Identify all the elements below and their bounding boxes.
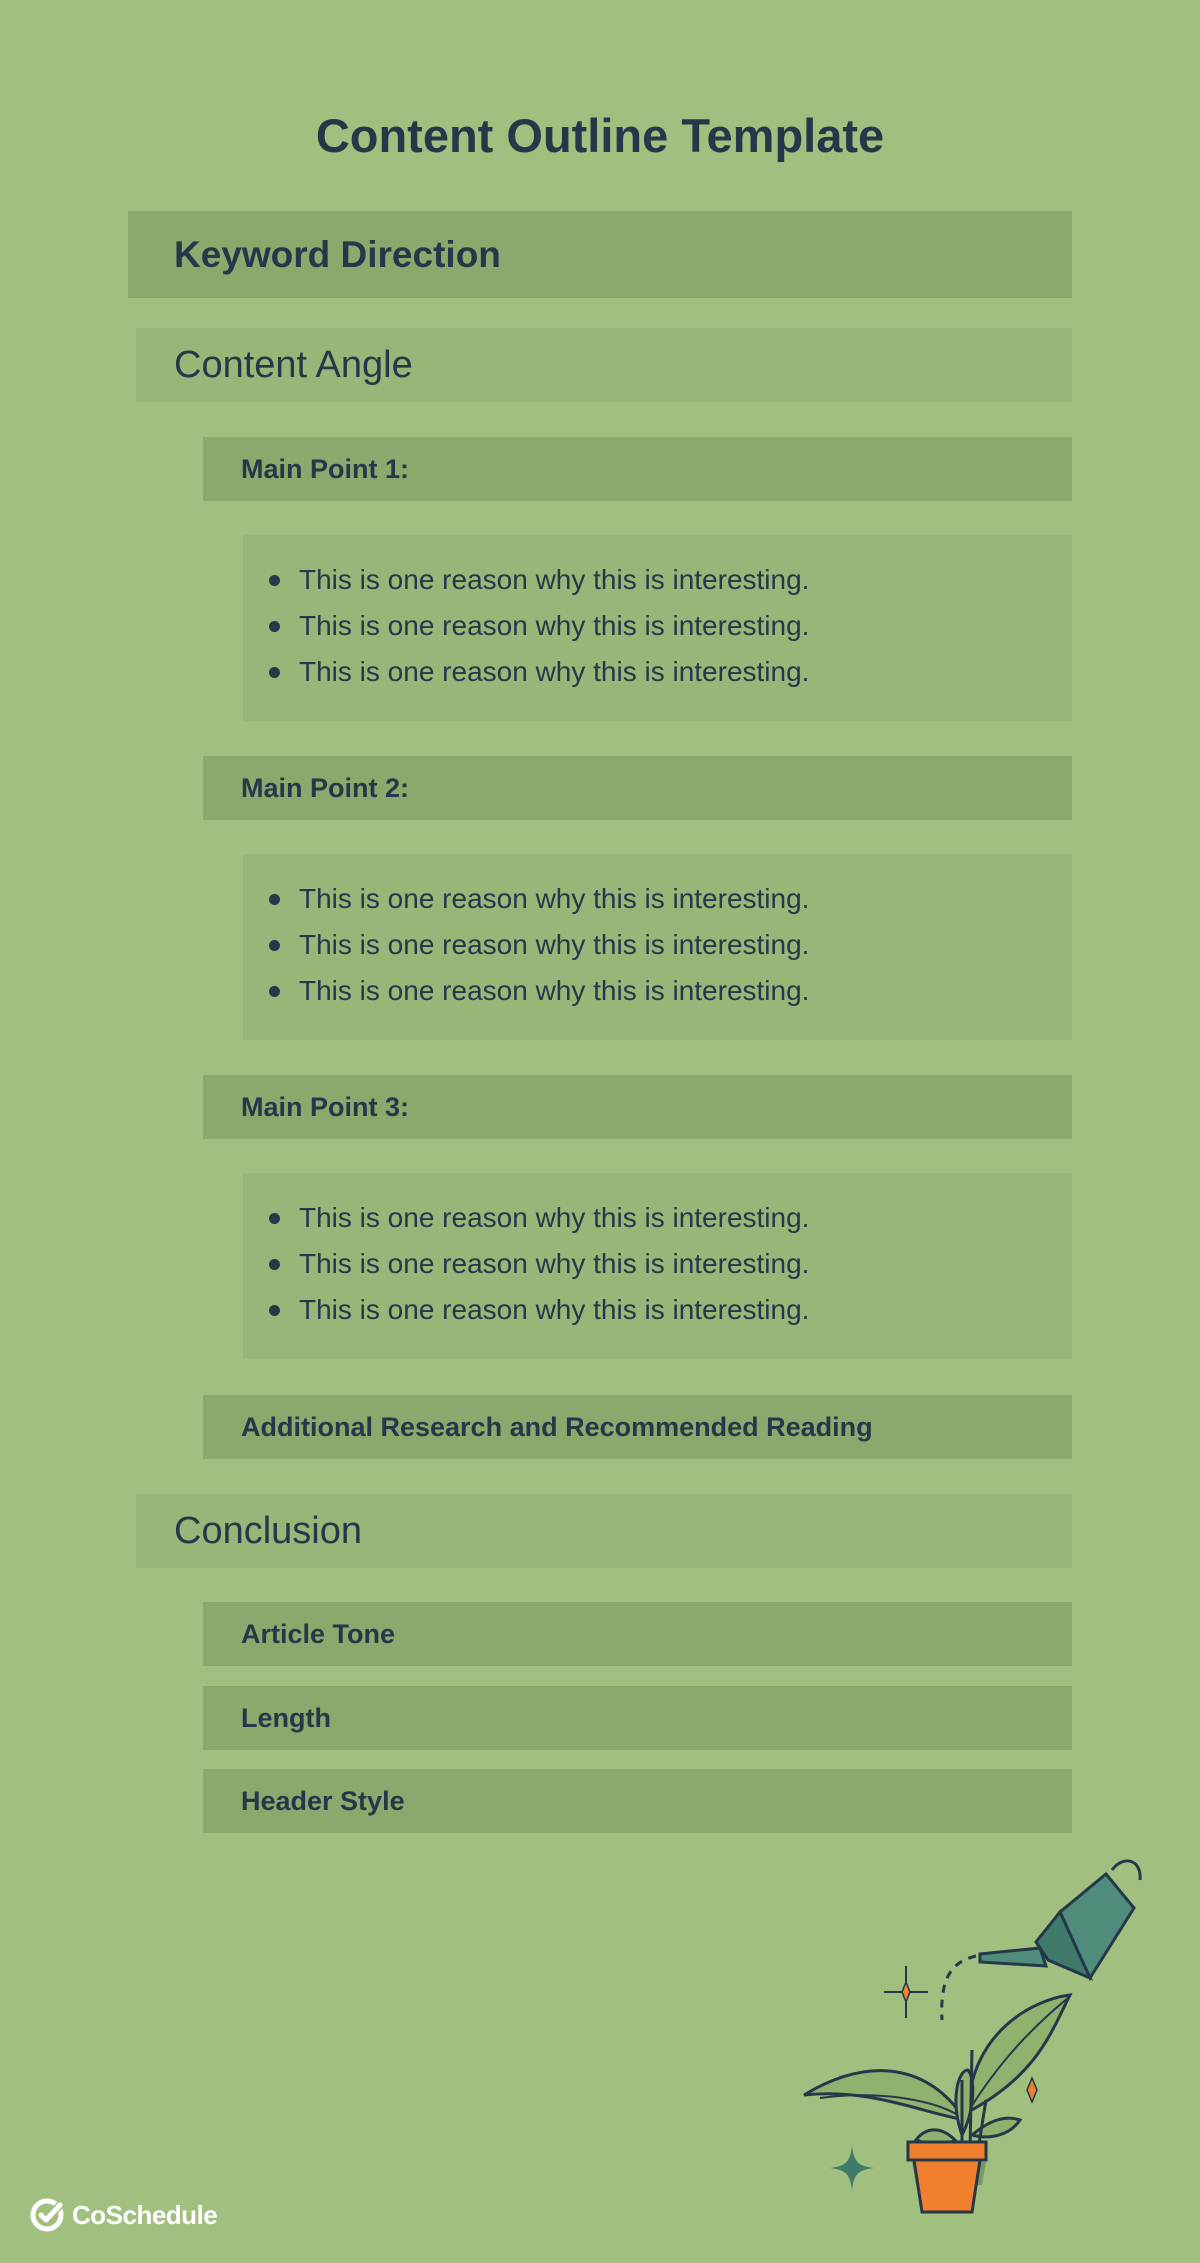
reason-text: This is one reason why this is interesting. <box>299 564 810 595</box>
reason-text: This is one reason why this is interesting. <box>299 656 810 687</box>
watering-can-plant-icon <box>790 1850 1170 2230</box>
reason-text: This is one reason why this is interesting. <box>299 610 810 641</box>
main-point-3-heading: Main Point 3: <box>203 1075 1072 1139</box>
watering-can-icon <box>942 1861 1140 2020</box>
list-item <box>299 1287 1072 1333</box>
conclusion-heading: Conclusion <box>136 1494 1072 1568</box>
coschedule-check-icon <box>30 2198 64 2232</box>
reason-text: This is one reason why this is interesting. <box>299 929 810 960</box>
plant-icon <box>804 1995 1070 2150</box>
flower-pot-icon <box>908 2142 986 2212</box>
article-tone-heading: Article Tone <box>203 1602 1072 1666</box>
content-angle-heading: Content Angle <box>136 328 1072 402</box>
bullet-icon <box>269 621 280 632</box>
bullet-icon <box>269 667 280 678</box>
reason-text: This is one reason why this is interesting. <box>299 1202 810 1233</box>
reason-text: This is one reason why this is interesting. <box>299 975 810 1006</box>
bullet-icon <box>269 940 280 951</box>
list-item <box>299 603 1072 649</box>
reason-text: This is one reason why this is interesting. <box>299 883 810 914</box>
reason-text: This is one reason why this is interesting. <box>299 1294 810 1325</box>
keyword-direction-heading: Keyword Direction <box>128 211 1072 298</box>
main-point-2-reasons <box>243 854 1072 1040</box>
main-point-1-heading: Main Point 1: <box>203 437 1072 501</box>
header-style-heading: Header Style <box>203 1769 1072 1833</box>
list-item <box>299 922 1072 968</box>
list-item <box>299 557 1072 603</box>
main-point-3-reasons <box>243 1173 1072 1359</box>
brand-name: CoSchedule <box>72 2199 218 2230</box>
list-item <box>299 649 1072 695</box>
main-point-2-heading: Main Point 2: <box>203 756 1072 820</box>
length-heading: Length <box>203 1686 1072 1750</box>
list-item <box>299 1241 1072 1287</box>
list-item <box>299 968 1072 1014</box>
list-item <box>299 1195 1072 1241</box>
main-point-1-reasons <box>243 535 1072 721</box>
reason-text: This is one reason why this is interesting. <box>299 1248 810 1279</box>
list-item <box>299 876 1072 922</box>
bullet-icon <box>269 575 280 586</box>
bullet-icon <box>269 894 280 905</box>
bullet-icon <box>269 1213 280 1224</box>
page-title: Content Outline Template <box>315 109 885 162</box>
bullet-icon <box>269 1259 280 1270</box>
brand-logo <box>30 2198 217 2232</box>
additional-research-heading: Additional Research and Recommended Reading <box>203 1395 1072 1459</box>
bullet-icon <box>269 1305 280 1316</box>
bullet-icon <box>269 986 280 997</box>
